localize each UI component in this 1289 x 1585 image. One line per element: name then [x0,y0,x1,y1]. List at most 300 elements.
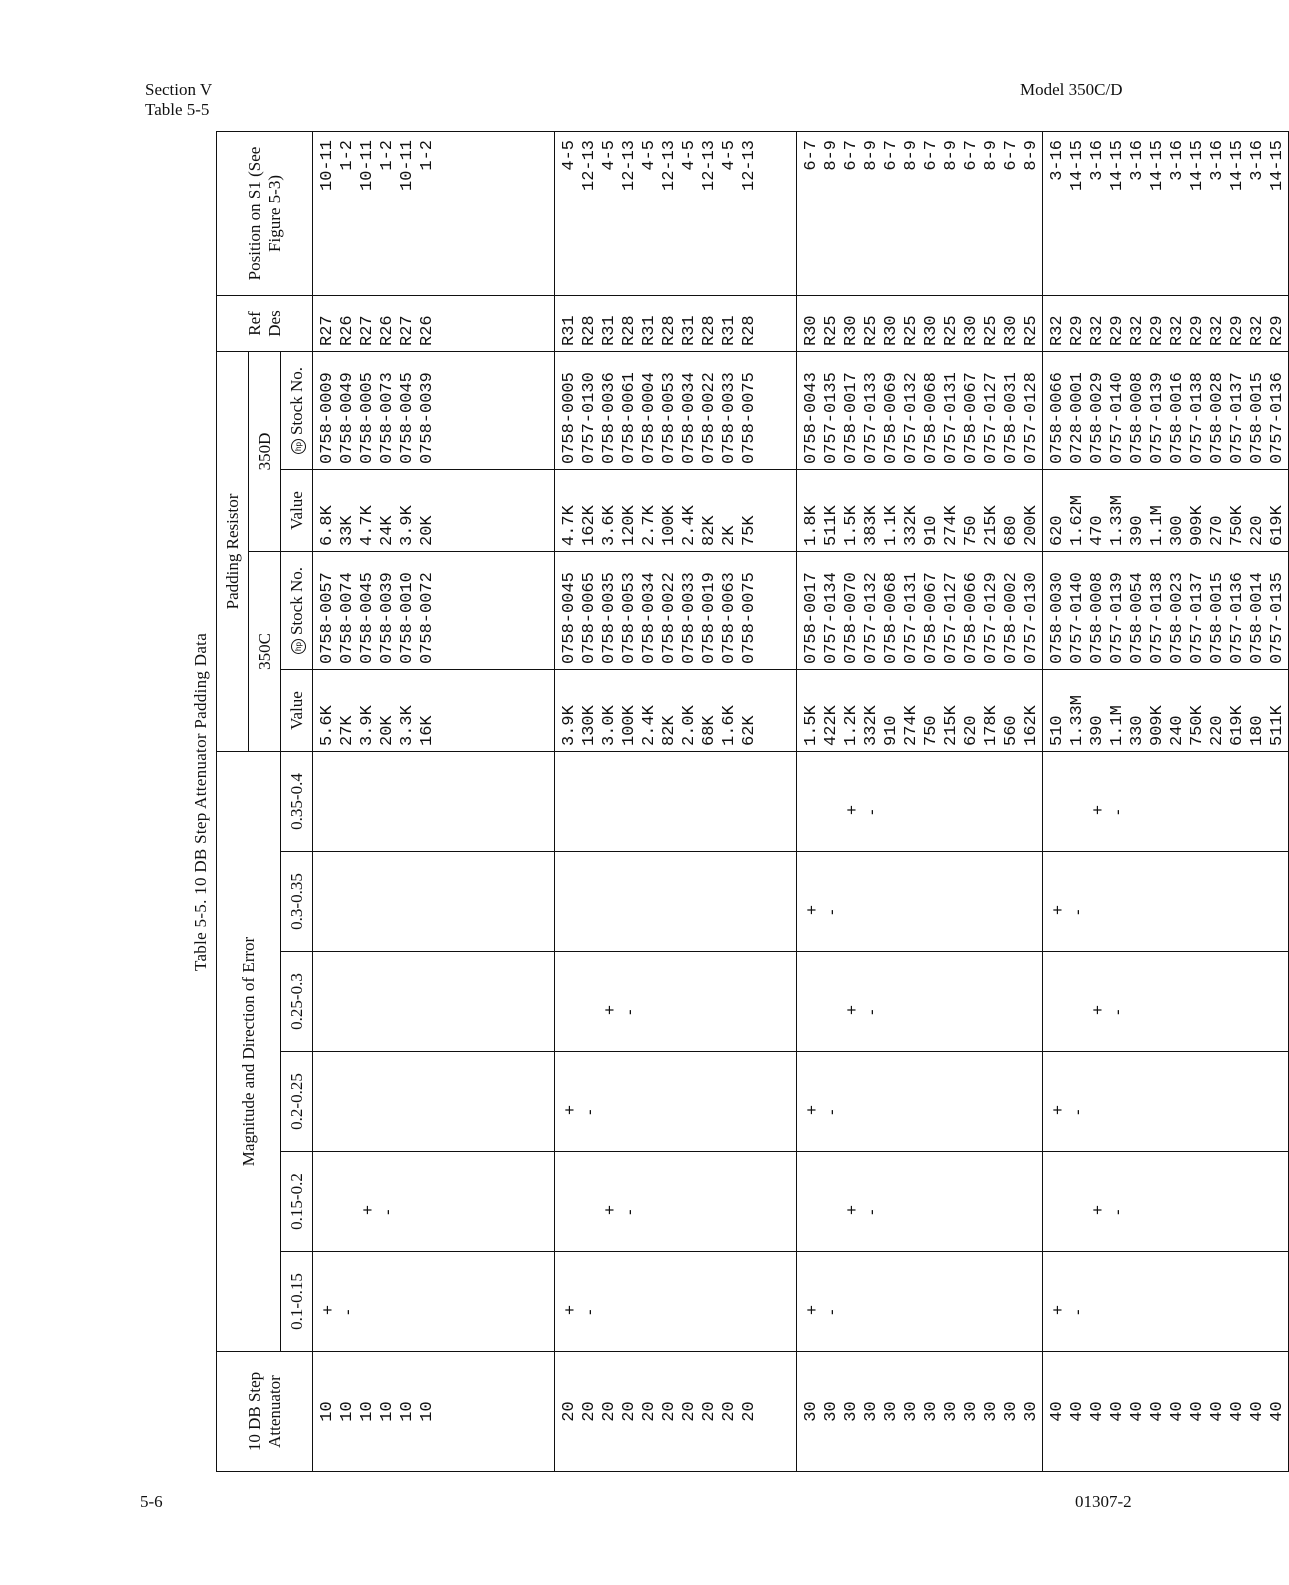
position-s1-cell [797,131,1043,295]
cell-line: 180 [1248,715,1267,746]
cell-line: 0758-0035 [600,572,619,664]
cell-line: 0758-0053 [620,572,639,664]
cell-line: 0758-0073 [378,372,397,464]
ref-des-header: Ref Des [217,295,313,351]
cell-line: 220 [1248,515,1267,546]
cell-line: 0758-0063 [720,572,739,664]
error-range-cell [1043,752,1289,852]
cell-line: R25 [942,315,961,346]
error-range-cell [1043,952,1289,1052]
error-sign-mark [1048,1305,1088,1315]
minus-sign: - [1108,1209,1127,1215]
cell-line: 40 [1088,1401,1107,1422]
cell-line: 0757-0133 [862,372,881,464]
cell-line: 215K [942,705,961,746]
cell-line: 6-7 [842,139,861,171]
table-body [313,131,1289,1471]
cell-line: 2.4K [640,705,659,746]
error-range-cell [1043,1152,1289,1252]
cell-line: 0758-0036 [600,372,619,464]
cell-line: 40 [1208,1401,1227,1422]
cell-line: R25 [862,315,881,346]
cell-line: 619K [1228,705,1247,746]
cell-line: R30 [962,315,981,346]
cell-line: 422K [822,705,841,746]
cell-line: 0758-0067 [962,372,981,464]
minus-sign: - [580,1309,599,1315]
ref-des-cell [313,295,555,351]
value-350d-cell [313,470,555,552]
error-sign-mark [802,905,842,915]
range-header: 0.1-0.15 [281,1252,313,1352]
minus-sign: - [1068,1309,1087,1315]
cell-line: 0758-0031 [1002,372,1021,464]
error-range-cell [1043,852,1289,952]
cell-line: 20 [620,1401,639,1422]
cell-line: 0757-0134 [822,572,841,664]
model-350d-header: 350D [249,351,281,551]
cell-line: 3.9K [398,505,417,546]
cell-line: 8-9 [822,139,841,171]
cell-line: 14-15 [1108,139,1127,191]
cell-line: 0757-0132 [862,572,881,664]
cell-line: 8-9 [982,139,1001,171]
cell-line: 0758-0053 [660,372,679,464]
cell-line: 20 [740,1401,759,1422]
cell-line: 20 [600,1401,619,1422]
cell-line: 6-7 [802,139,821,171]
cell-line: 68K [700,715,719,746]
error-range-cell [555,1052,797,1152]
plus-sign: + [1048,1305,1067,1315]
cell-line: 4.7K [358,505,377,546]
cell-line: 40 [1148,1401,1167,1422]
cell-line: 390 [1128,515,1147,546]
value-350c-cell [1043,670,1289,752]
minus-sign: - [1108,1009,1127,1015]
cell-line: 910 [882,715,901,746]
cell-line: 82K [660,715,679,746]
document-number: 01307-2 [1075,1492,1132,1511]
position-cell [555,1352,797,1472]
cell-line: 0757-0130 [580,372,599,464]
cell-line: R26 [418,315,437,346]
cell-line: 0757-0135 [1268,572,1287,664]
cell-line: R28 [580,315,599,346]
cell-line: R29 [1268,315,1287,346]
plus-sign: + [600,1205,619,1215]
cell-line: 20 [640,1401,659,1422]
cell-line: R25 [902,315,921,346]
minus-sign: - [822,1309,841,1315]
cell-line: 0758-0008 [1088,572,1107,664]
plus-sign: + [802,1305,821,1315]
cell-line: R32 [1088,315,1107,346]
error-sign-mark [1088,1005,1128,1015]
error-range-cell [555,952,797,1052]
cell-line: 20 [720,1401,739,1422]
cell-line: 3.3K [398,705,417,746]
cell-line: R30 [882,315,901,346]
position-cell [797,1352,1043,1472]
cell-line: 750 [922,715,941,746]
cell-line: 270 [1208,515,1227,546]
error-sign-mark [318,1305,358,1315]
cell-line: 0758-0039 [378,572,397,664]
cell-line: 33K [338,515,357,546]
cell-line: R25 [982,315,1001,346]
cell-line: 0758-0075 [740,572,759,664]
cell-line: 0758-0010 [398,572,417,664]
cell-line: 909K [1188,505,1207,546]
cell-line: 2.0K [680,705,699,746]
cell-line: 4-5 [640,139,659,171]
cell-line: R30 [1002,315,1021,346]
cell-line: 0757-0131 [902,572,921,664]
cell-line: 178K [982,705,1001,746]
hp-logo-icon: hp [291,439,306,454]
cell-line: R31 [600,315,619,346]
ref-des-cell [797,295,1043,351]
stock-350d-cell [1043,351,1289,469]
padding-resistor-header: Padding Resistor [217,351,249,751]
cell-line: 10 [358,1401,377,1422]
value-350d-header: Value [281,470,313,552]
stock-350c-cell [555,552,797,670]
cell-line: R31 [720,315,739,346]
cell-line: 0758-0009 [318,372,337,464]
cell-line: 1.5K [802,705,821,746]
error-sign-mark [842,1005,882,1015]
cell-line: 1.8K [802,505,821,546]
stock-350c-cell [1043,552,1289,670]
cell-line: 3.6K [600,505,619,546]
minus-sign: - [1108,809,1127,815]
cell-line: 0728-0001 [1068,372,1087,464]
error-range-cell [1043,1252,1289,1352]
cell-line: 274K [942,505,961,546]
stock-350d-cell [313,351,555,469]
cell-line: 0758-0028 [1208,372,1227,464]
value-350d-cell [797,470,1043,552]
cell-line: 12-13 [700,139,719,191]
cell-line: 4-5 [600,139,619,171]
value-350c-cell [797,670,1043,752]
cell-line: 0758-0045 [358,572,377,664]
cell-line: 6-7 [962,139,981,171]
error-range-cell [797,1052,1043,1152]
plus-sign: + [842,1005,861,1015]
cell-line: 20K [418,515,437,546]
cell-line: 0758-0066 [962,572,981,664]
cell-line: 40 [1168,1401,1187,1422]
cell-line: 30 [822,1401,841,1422]
cell-line: 0758-0015 [1248,372,1267,464]
minus-sign: - [378,1209,397,1215]
cell-line: 511K [1268,705,1287,746]
plus-sign: + [802,905,821,915]
cell-line: 10 [338,1401,357,1422]
cell-line: 8-9 [942,139,961,171]
minus-sign: - [862,809,881,815]
cell-line: 14-15 [1228,139,1247,191]
cell-line: R26 [378,315,397,346]
cell-line: 162K [1022,705,1041,746]
cell-line: 0758-0029 [1088,372,1107,464]
cell-line: R28 [620,315,639,346]
position-s1-cell [555,131,797,295]
range-header: 0.15-0.2 [281,1152,313,1252]
cell-line: 0758-0049 [338,372,357,464]
ref-des-cell [555,295,797,351]
cell-line: 1.5K [842,505,861,546]
cell-line: 0758-0033 [680,572,699,664]
plus-sign: + [842,805,861,815]
cell-line: R28 [740,315,759,346]
magnitude-error-header: Magnitude and Direction of Error [217,752,281,1352]
position-s1-cell [1043,131,1289,295]
cell-line: 0757-0138 [1188,372,1207,464]
stock-label: Stock No. [286,567,306,635]
cell-line: 3.0K [600,705,619,746]
cell-line: 30 [942,1401,961,1422]
cell-line: 0758-0068 [922,372,941,464]
cell-line: 82K [700,515,719,546]
cell-line: 30 [862,1401,881,1422]
minus-sign: - [822,1109,841,1115]
cell-line: 220 [1208,715,1227,746]
cell-line: 0757-0132 [902,372,921,464]
error-sign-mark [560,1305,600,1315]
cell-line: 14-15 [1188,139,1207,191]
error-range-cell [313,752,555,852]
cell-line: 0757-0138 [1148,572,1167,664]
minus-sign: - [1068,909,1087,915]
cell-line: 4-5 [720,139,739,171]
cell-line: 0758-0034 [640,572,659,664]
minus-sign: - [580,1109,599,1115]
error-sign-mark [600,1205,640,1215]
cell-line: 0758-0017 [842,372,861,464]
cell-line: 4.7K [560,505,579,546]
cell-line: 3.9K [358,705,377,746]
cell-line: 1.33M [1068,694,1087,746]
cell-line: 120K [620,505,639,546]
page-number: 5-6 [140,1492,163,1511]
cell-line: R30 [802,315,821,346]
value-350d-cell [555,470,797,552]
minus-sign: - [822,909,841,915]
cell-line: 1.33M [1108,494,1127,546]
table-row [1043,131,1289,1471]
cell-line: 0758-0045 [398,372,417,464]
minus-sign: - [620,1209,639,1215]
table-row [797,131,1043,1471]
error-range-cell [555,1252,797,1352]
cell-line: 30 [902,1401,921,1422]
cell-line: 0758-0030 [1048,572,1067,664]
error-range-cell [555,752,797,852]
cell-line: 10-11 [358,139,377,191]
cell-line: 30 [962,1401,981,1422]
cell-line: R32 [1208,315,1227,346]
error-range-cell [797,852,1043,952]
cell-line: 0758-0023 [1168,572,1187,664]
cell-line: 1-2 [338,139,357,171]
cell-line: 20 [560,1401,579,1422]
cell-line: R31 [640,315,659,346]
table-row [555,131,797,1471]
cell-line: 4-5 [560,139,579,171]
cell-line: 0758-0068 [882,572,901,664]
cell-line: 30 [842,1401,861,1422]
cell-line: 3-16 [1088,139,1107,181]
cell-line: 0757-0127 [942,572,961,664]
cell-line: R31 [560,315,579,346]
cell-line: 390 [1088,715,1107,746]
cell-line: 215K [982,505,1001,546]
cell-line: 1.1M [1108,705,1127,746]
cell-line: R32 [1168,315,1187,346]
cell-line: 6-7 [882,139,901,171]
cell-line: 16K [418,715,437,746]
error-sign-mark [802,1105,842,1115]
plus-sign: + [318,1305,337,1315]
cell-line: 3-16 [1128,139,1147,181]
cell-line: 6-7 [1002,139,1021,171]
error-range-cell [1043,1052,1289,1152]
cell-line: 6.8K [318,505,337,546]
error-range-cell [555,1152,797,1252]
padding-data-table [216,131,1289,1472]
cell-line: 40 [1128,1401,1147,1422]
cell-line: 3-16 [1048,139,1067,181]
cell-line: R25 [1022,315,1041,346]
cell-line: 680 [1002,515,1021,546]
position-cell [1043,1352,1289,1472]
cell-line: 10-11 [318,139,337,191]
plus-sign: + [358,1205,377,1215]
cell-line: 40 [1268,1401,1287,1422]
value-350c-cell [313,670,555,752]
cell-line: 30 [1002,1401,1021,1422]
error-range-cell [797,752,1043,852]
error-range-cell [797,1152,1043,1252]
cell-line: 750K [1228,505,1247,546]
cell-line: R28 [700,315,719,346]
minus-sign: - [862,1009,881,1015]
cell-line: 910 [922,515,941,546]
error-sign-mark [842,805,882,815]
cell-line: 0757-0131 [942,372,961,464]
cell-line: R27 [358,315,377,346]
cell-line: 162K [580,505,599,546]
value-350c-header: Value [281,670,313,752]
cell-line: 12-13 [620,139,639,191]
cell-line: 100K [620,705,639,746]
cell-line: 40 [1248,1401,1267,1422]
cell-line: 0758-0002 [1002,572,1021,664]
cell-line: 30 [922,1401,941,1422]
position-cell [313,1352,555,1472]
cell-line: 750K [1188,705,1207,746]
cell-line: 10 [418,1401,437,1422]
stock-350c-cell [797,552,1043,670]
cell-line: 3-16 [1248,139,1267,181]
cell-line: 0758-0057 [318,572,337,664]
cell-line: 0757-0135 [822,372,841,464]
cell-line: 10 [318,1401,337,1422]
error-range-cell [313,1152,555,1252]
minus-sign: - [338,1309,357,1315]
cell-line: 0758-0072 [418,572,437,664]
cell-line: 0758-0034 [680,372,699,464]
section-label: Section V [145,80,213,99]
cell-line: 24K [378,515,397,546]
cell-line: 130K [580,705,599,746]
cell-line: 8-9 [862,139,881,171]
error-sign-mark [1048,905,1088,915]
cell-line: 0758-0019 [700,572,719,664]
cell-line: 240 [1168,715,1187,746]
cell-line: 1.6K [720,705,739,746]
cell-line: 8-9 [902,139,921,171]
table-row [313,131,555,1471]
cell-line: 10 [398,1401,417,1422]
cell-line: R29 [1188,315,1207,346]
error-sign-mark [1088,805,1128,815]
stock-350d-header [281,351,313,469]
value-350c-cell [555,670,797,752]
cell-line: 0758-0069 [882,372,901,464]
step-attenuator-header: 10 DB Step Attenuator [217,1352,313,1472]
error-range-cell [797,952,1043,1052]
cell-line: 20 [580,1401,599,1422]
stock-350d-cell [555,351,797,469]
cell-line: 12-13 [740,139,759,191]
cell-line: 3-16 [1168,139,1187,181]
plus-sign: + [842,1205,861,1215]
error-range-cell [313,1252,555,1352]
cell-line: 620 [962,715,981,746]
cell-line: 3.9K [560,705,579,746]
cell-line: 1.2K [842,705,861,746]
cell-line: 332K [902,505,921,546]
cell-line: 20 [680,1401,699,1422]
cell-line: 0758-0022 [700,372,719,464]
cell-line: 75K [740,515,759,546]
cell-line: 1.1M [1148,505,1167,546]
plus-sign: + [560,1305,579,1315]
cell-line: 0758-0033 [720,372,739,464]
cell-line: 10-11 [398,139,417,191]
cell-line: 1-2 [378,139,397,171]
cell-line: 40 [1068,1401,1087,1422]
error-sign-mark [1048,1105,1088,1115]
cell-line: 0757-0136 [1228,572,1247,664]
cell-line: 511K [822,505,841,546]
cell-line: 3-16 [1208,139,1227,181]
cell-line: 0758-0004 [640,372,659,464]
error-range-cell [555,852,797,952]
error-sign-mark [1088,1205,1128,1215]
cell-line: 0758-0043 [802,372,821,464]
cell-line: 0758-0014 [1248,572,1267,664]
cell-line: 14-15 [1268,139,1287,191]
position-s1-cell [313,131,555,295]
cell-line: 909K [1148,705,1167,746]
cell-line: 619K [1268,505,1287,546]
